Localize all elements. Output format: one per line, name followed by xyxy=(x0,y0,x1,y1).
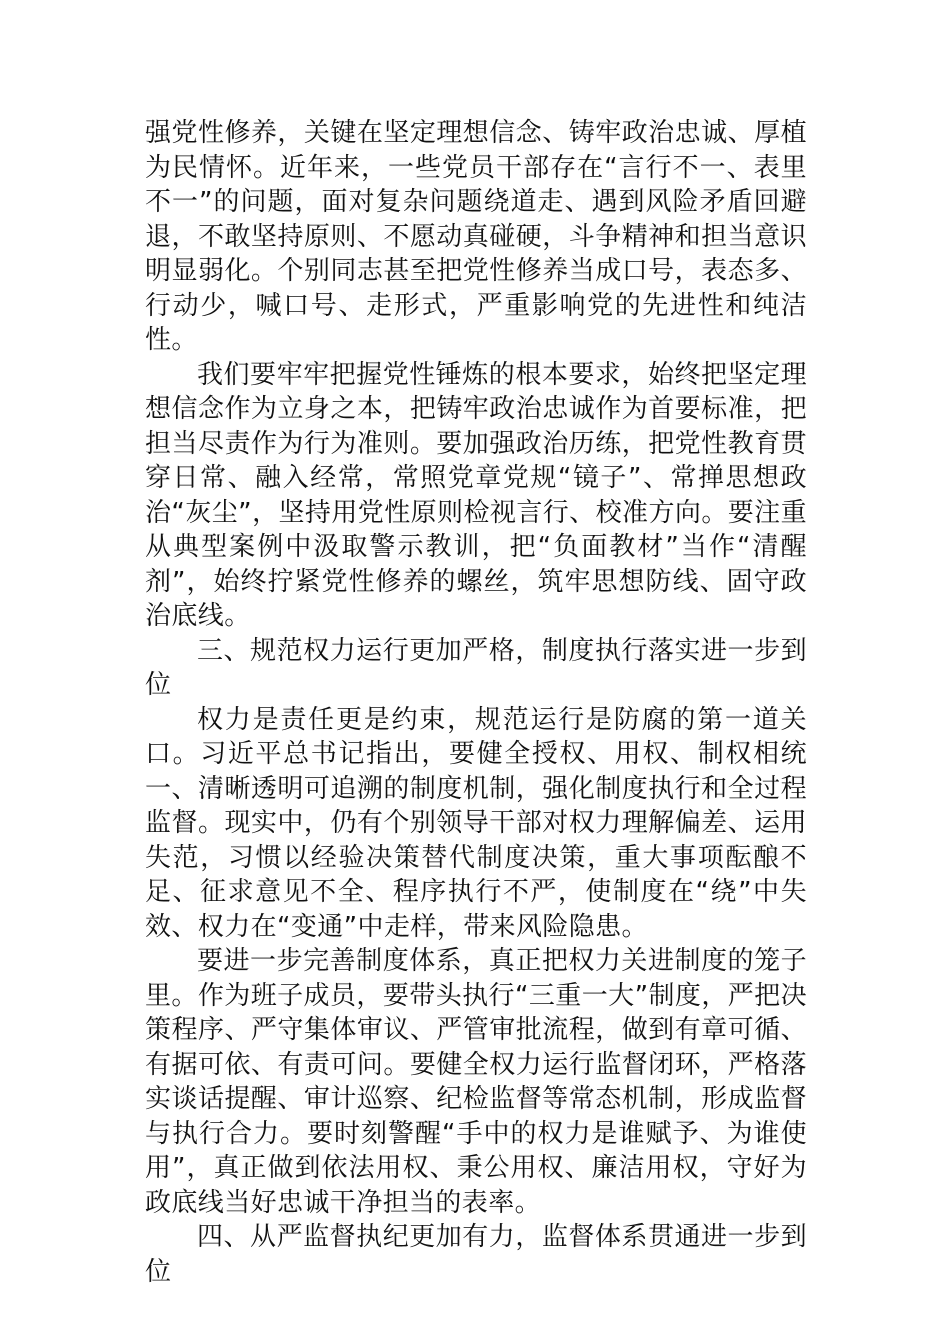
section-heading-four: 四、从严监督执纪更加有力，监督体系贯通进一步到位 xyxy=(145,1222,807,1287)
section-heading-three: 三、规范权力运行更加严格，制度执行落实进一步到位 xyxy=(145,635,807,700)
paragraph-party-spirit-requirements: 我们要牢牢把握党性锤炼的根本要求，始终把坚定理想信念作为立身之本，把铸牢政治忠诚作为首要标准，把担当尽责作为行为准则。要加强政治历练，把党性教育贯穿日常、融入经常，常照党章党规“镜子”、常掸思想政治“灰尘”，坚持用党性原则检视言行、校准方向。要注重从典型案例中汲取警示教训，把“负面教材”当作“清醒剂”，始终拧紧党性修养的螺丝，筑牢思想防线、固守政治底线。 xyxy=(145,359,807,631)
document-body xyxy=(145,116,807,1289)
paragraph-party-spirit-problems: 强党性修养，关键在坚定理想信念、铸牢政治忠诚、厚植为民情怀。近年来，一些党员干部存在“言行不一、表里不一”的问题，面对复杂问题绕道走、遇到风险矛盾回避退，不敢坚持原则、不愿动真碰硬，斗争精神和担当意识明显弱化。个别同志甚至把党性修养当成口号，表态多、行动少，喊口号、走形式，严重影响党的先进性和纯洁性。 xyxy=(145,118,807,355)
paragraph-institutional-system: 要进一步完善制度体系，真正把权力关进制度的笼子里。作为班子成员，要带头执行“三重一大”制度，严把决策程序、严守集体审议、严管审批流程，做到有章可循、有据可依、有责可问。要健全权力运行监督闭环，严格落实谈话提醒、审计巡察、纪检监督等常态机制，形成监督与执行合力。要时刻警醒“手中的权力是谁赋予、为谁使用”，真正做到依法用权、秉公用权、廉洁用权，守好为政底线当好忠诚干净担当的表率。 xyxy=(145,946,807,1218)
paragraph-power-constraints: 权力是责任更是约束，规范运行是防腐的第一道关口。习近平总书记指出，要健全授权、用权、制权相统一、清晰透明可追溯的制度机制，强化制度执行和全过程监督。现实中，仍有个别领导干部对权力理解偏差、运用失范，习惯以经验决策替代制度决策，重大事项酝酿不足、征求意见不全、程序执行不严，使制度在“绕”中失效、权力在“变通”中走样，带来风险隐患。 xyxy=(145,704,807,942)
